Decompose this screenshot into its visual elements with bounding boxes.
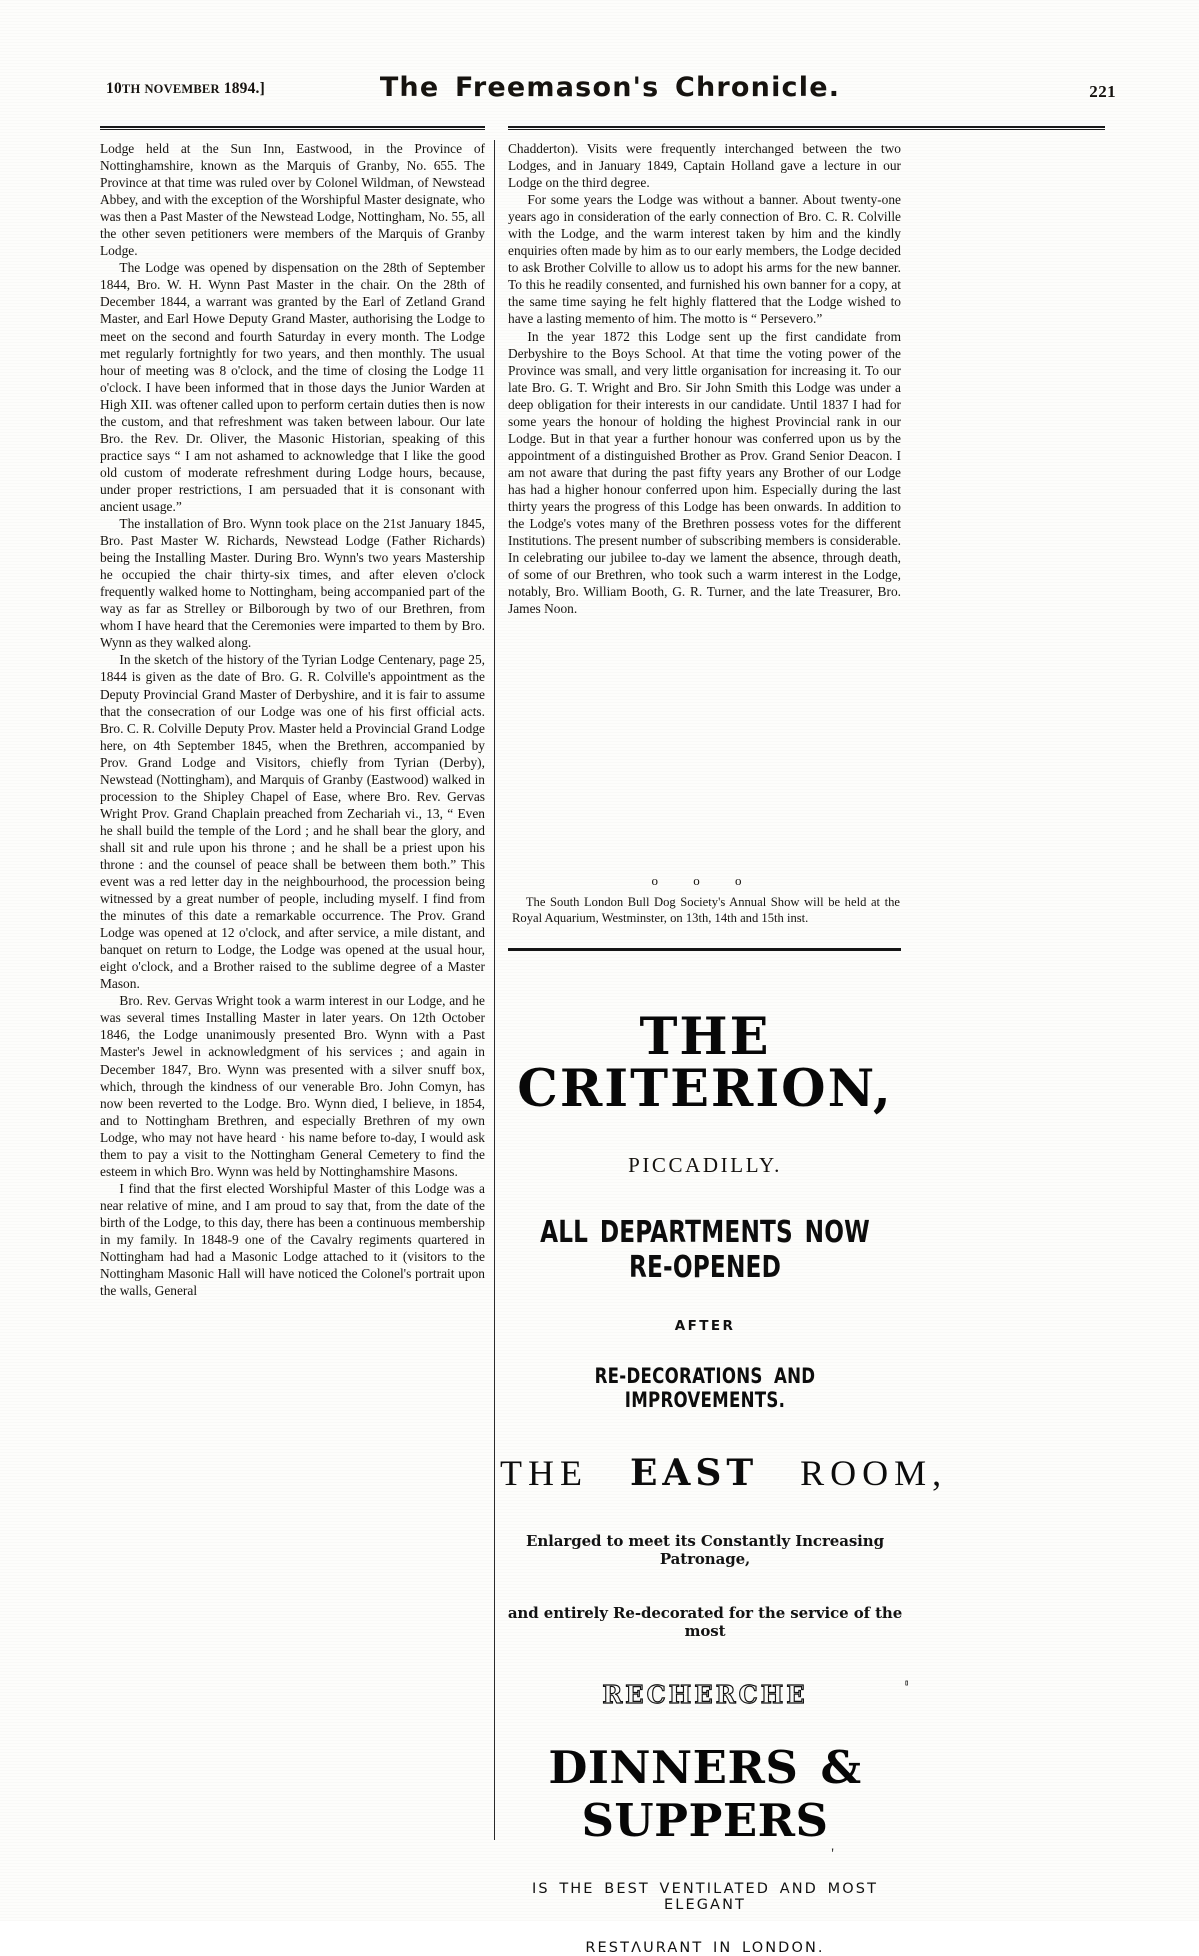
advert-best-line: IS THE BEST VENTILATED AND MOST ELEGANT [531, 1881, 879, 1914]
paragraph: For some years the Lodge was without a banner. About twenty-one years ago in consideration of the early connection of Bro. C. R. Colville with the Lodge, and the warm interest taken by him and the kindly enquiries often made by him as to our early members, the Lodge decided to ask Brother Colville to allow us to adopt his arms for the new banner. To this he readily consented, and furnished his own banner for a copy, at the same time saying he felt highly flattered that the Lodge wished to have a lasting memento of him. The motto is “ Persevero.” [508, 192, 901, 327]
masthead-rule-left [100, 126, 485, 130]
east-room-east: EAST [629, 1452, 759, 1495]
notice-text: The South London Bull Dog Society's Annual Show will be held at the Royal Aquarium, Westminster, on 13th, 14th and 15th inst. [512, 895, 900, 926]
article-column-right [508, 140, 901, 617]
page-number: 221 [1089, 82, 1116, 101]
paragraph: Chadderton). Visits were frequently interchanged between the two Lodges, and in January 1849, Captain Holland gave a lecture in our Lodge on the third degree. [508, 141, 901, 191]
paragraph: The Lodge was opened by dispensation on the 28th of September 1844, Bro. W. H. Wynn Past Master in the chair. On the 28th of December 1844, a warrant was granted by the Earl of Zetland Grand Master, and Earl Howe Deputy Grand Master, authorising the Lodge to meet on the second and fourth Saturday in every month. The Lodge met regularly fortnightly for two years, and then monthly. The usual hour of meeting was 8 o'clock, and the time of closing the Lodge 11 o'clock. I have been informed that in those days the Junior Warden at High XII. was oftener called upon to perform certain duties then is now the custom, and that refreshment was taken between labour. Our late Bro. the Rev. Dr. Oliver, the Masonic Historian, speaking of this practice says “ I am not ashamed to acknowledge that I like the good old custom of moderate refreshment during Lodge hours, because, under proper restrictions, I am persuaded that it is consonant with ancient usage.” [100, 260, 485, 514]
advert-tick-mark: ' [831, 1846, 834, 1863]
paragraph: In the year 1872 this Lodge sent up the first candidate from Derbyshire to the Boys School. At that time the voting power of the Province was small, and very little organisation for increasing it. To our late Bro. G. T. Wright and Bro. Sir John Smith this Lodge was under a deep obligation for their interests in our candidate. Until 1837 I had for some years the honour of holding the highest Provincial rank in our Lodge. But in that year a further honour was conferred upon us by the appointment of a distinguished Brother as Prov. Grand Senior Deacon. I am not aware that during the past fifty years any Brother of our Lodge has had a higher honour conferred upon him. Especially during the last thirty years the progress of this Lodge has been onwards. In addition to the Lodge's votes many of the Brethren possess votes for the different Institutions. The present number of subscribing members is considerable. In celebrating our jubilee to-day we lament the absence, through death, of some of our Brethren, who took such a warm interest in the Lodge, notably, Bro. William Booth, G. R. Turner, and the late Treasurer, Bro. James Noon. [508, 328, 901, 617]
paragraph: The installation of Bro. Wynn took place on the 21st January 1845, Bro. Past Master W. Richards, Newstead Lodge (Father Richards) being the Installing Master. During Bro. Wynn's two years Mastership he occupied the chair thirty-six times, and after eleven o'clock frequently walked home to Nottingham, being accompanied part of the way as far as Strelley or Bilborough by two of our Brethren, from whom I have heard that the Ceremonies were imparted to them by Bro. Wynn as they walked along. [100, 516, 485, 651]
recherche-accent: ' [904, 1678, 912, 1697]
advert-restaurant-line: RESTΛURANT IN LONDON. [585, 1940, 825, 1956]
advert-east-room-line [500, 1452, 948, 1495]
recherche-text: RECHERCHE [602, 1680, 808, 1710]
publication-title: The Freemason's Chronicle. [379, 72, 841, 103]
section-ornament-icon: o o o [651, 873, 758, 888]
advert-enlarged-line: Enlarged to meet its Constantly Increasing Patronage, [526, 1532, 884, 1569]
advert-headline: THE CRITERION, [517, 1007, 893, 1120]
advert-separator-rule [508, 948, 901, 951]
east-room-the: THE [500, 1453, 588, 1494]
east-room-room: ROOM, [800, 1453, 948, 1494]
issue-date-ordinal: TH [121, 82, 141, 96]
column-divider [494, 140, 495, 1840]
advert-departments-line: ALL DEPARTMENTS NOW RE-OPENED [540, 1215, 870, 1286]
issue-date-day: 10 [106, 80, 122, 97]
masthead-rule-right [508, 126, 1105, 130]
article-column-left [100, 140, 485, 1299]
paragraph: Lodge held at the Sun Inn, Eastwood, in the Province of Nottinghamshire, known as the Marquis of Granby, No. 655. The Province at that time was ruled over by Colonel Wildman, of Newstead Abbey, and with the exception of the Worshipful Master designate, who was then a Past Master of the Newstead Lodge, Nottingham, No. 55, all the other seven petitioners were members of the Marquis of Granby Lodge. [100, 141, 485, 259]
advert-entirely-line: and entirely Re-decorated for the service of the most [507, 1604, 903, 1641]
paragraph: I find that the first elected Worshipful Master of this Lodge was a near relative of mine, and I am proud to say that, from the date of the birth of the Lodge, to this day, there has been a continuous membership in my family. In 1848-9 one of the Cavalry regiments quartered in Nottingham had had a Masonic Lodge attached to it (visitors to the Nottingham Masonic Hall will have noticed the Colonel's portrait upon the walls, General [100, 1180, 485, 1299]
criterion-advertisement [500, 965, 948, 1956]
advert-redecorations-line: RE-DECORATIONS AND IMPROVEMENTS. [594, 1364, 816, 1413]
advert-recherche-wordmark [500, 1680, 910, 1709]
advert-after-label: AFTER [674, 1318, 736, 1335]
advert-dinners-wordmark: DINNERS & SUPPERS [548, 1741, 862, 1848]
issue-date-month: NOVEMBER [144, 82, 220, 96]
bulldog-society-notice [512, 894, 900, 927]
paragraph: In the sketch of the history of the Tyrian Lodge Centenary, page 25, 1844 is given as the date of Bro. G. R. Colville's appointment as the Deputy Provincial Grand Master of Derbyshire, and it is fair to assume that the consecration of our Lodge was one of his first official acts. Bro. C. R. Colville Deputy Prov. Master held a Provincial Grand Lodge here, on 4th September 1845, when the Brethren, accompanied by Prov. Grand Lodge and Visitors, chiefly from Tyrian (Derby), Newstead (Nottingham), and Marquis of Granby (Eastwood) walked in procession to the Shipley Chapel of Ease, where Bro. Rev. Gervas Wright Prov. Grand Chaplain preached from Zechariah vi., 13, “ Even he shall build the temple of the Lord ; and he shall bear the glory, and shall sit and rule upon his throne ; and he shall be a priest upon his throne : and the counsel of peace shall be between them both.” This event was a red letter day in the neighbourhood, the procession being witnessed by a great number of people, including myself. I find from the minutes of this date a remarkable occurrence. The Prov. Grand Lodge was opened at 12 o'clock, and after service, a mile distant, and banquet on return to Lodge, the Lodge was opened at the usual hour, eight o'clock, and a Brother raised to the sublime degree of a Master Mason. [100, 652, 485, 992]
masthead [100, 72, 1120, 116]
advert-location: PICCADILLY. [628, 1153, 782, 1178]
issue-date-year: 1894.] [219, 80, 265, 97]
paragraph: Bro. Rev. Gervas Wright took a warm interest in our Lodge, and he was several times Installing Master in later years. On 12th October 1846, the Lodge unanimously presented Bro. Wynn with a Past Master's Jewel in acknowledgment of his services ; and again in December 1847, Bro. Wynn was presented with a silver snuff box, which, through the kindness of our venerable Bro. John Comyn, has now been reverted to the Lodge. Bro. Wynn died, I believe, in 1854, and to Nottingham Brethren, and especially Brethren of my own Lodge, who may not have heard · his name before to-day, I would ask them to pay a visit to the Nottingham General Cemetery to find the esteem in which Bro. Wynn was held by Nottinghamshire Masons. [100, 993, 485, 1179]
